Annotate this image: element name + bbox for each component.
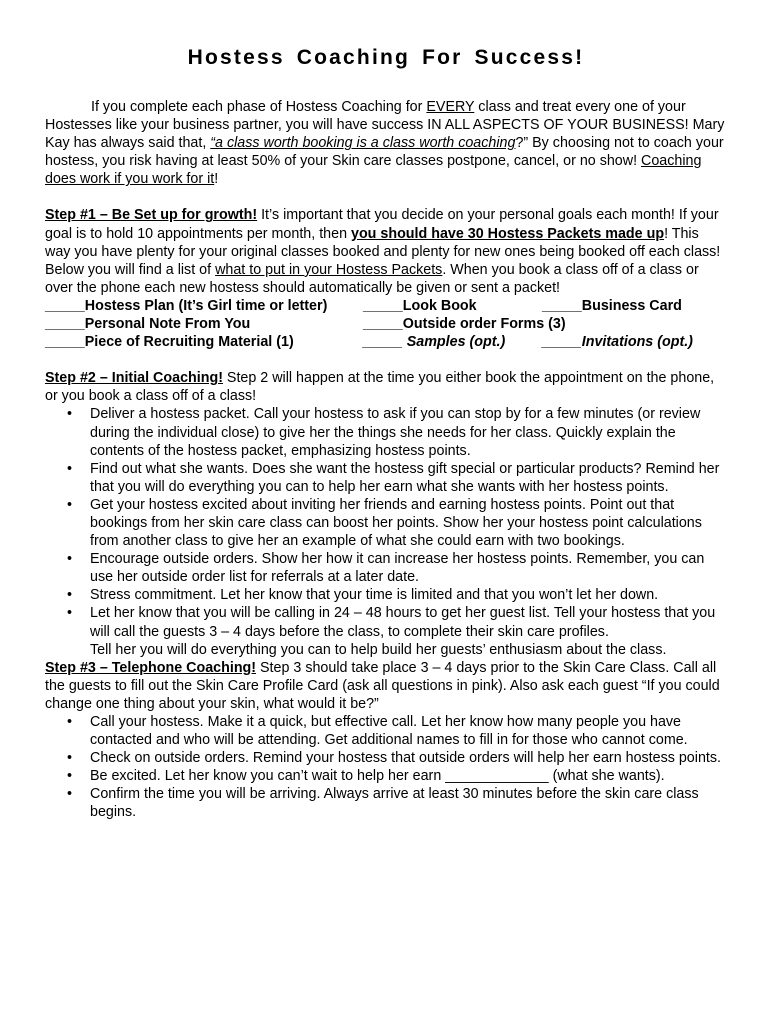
page-title: Hostess Coaching For Success!: [187, 46, 585, 69]
checklist-item: _____Business Card: [542, 297, 682, 314]
list-item: • Encourage outside orders. Show her how it can increase her hostess points. Remember, you can use her outside order list for referrals at a later date.: [45, 550, 727, 586]
intro-paragraph: [45, 98, 727, 188]
checklist-row: [45, 297, 727, 315]
intro-text-2: class and treat every one of your Hostesses like your business partner, you will have success IN ALL ASPECTS OF YOUR BUSINESS! Mary Kay has always said that,: [45, 99, 725, 152]
list-item: • Check on outside orders. Remind your hostess that outside orders will help her earn hostess points.: [45, 749, 727, 767]
intro-coaching: Coaching does work if you work for it: [45, 153, 702, 188]
intro-text-4: !: [214, 171, 219, 188]
checklist-item: _____ Samples (opt.): [363, 334, 506, 351]
document-body: [45, 98, 727, 822]
checklist-item: _____Piece of Recruiting Material (1): [45, 334, 294, 351]
list-item: • Get your hostess excited about inviting her friends and earning hostess points. Point out that bookings from her skin care class can boost her points. Show her your hostess point calculations from another class to give her an example of what she could earn with two bookings.: [45, 496, 727, 550]
checklist-row: [45, 333, 727, 351]
packet-checklist: [45, 297, 727, 351]
list-item: • Call your hostess. Make it a quick, but effective call. Let her know how many people you have contacted and who will be attending. Get additional names to fill in for those who cannot come.: [45, 713, 727, 749]
step1-paragraph: [45, 206, 727, 296]
checklist-item: _____Invitations (opt.): [542, 334, 693, 351]
step1-bold: you should have 30 Hostess Packets made up: [351, 225, 665, 242]
step2-paragraph: [45, 369, 727, 405]
checklist-item: _____Hostess Plan (It’s Girl time or letter): [45, 297, 328, 314]
list-item: • Stress commitment. Let her know that your time is limited and that you won’t let her down.: [45, 586, 727, 604]
intro-text-3: ?” By choosing not to coach your hostess, you risk having at least 50% of your Skin care classes postpone, cancel, or no show!: [45, 135, 724, 170]
step2-heading: Step #2 – Initial Coaching!: [45, 370, 223, 387]
checklist-item: _____Outside order Forms (3): [363, 316, 566, 333]
step1-link: what to put in your Hostess Packets: [215, 261, 443, 278]
list-item: • Let her know that you will be calling in 24 – 48 hours to get her guest list. Tell your hostess that you will call the guests 3 – 4 days before the class, to complete their skin care profiles.: [45, 604, 727, 640]
step2-list: [45, 405, 727, 640]
step3-text: Step 3 should take place 3 – 4 days prior to the Skin Care Class. Call all the guests to fill out the Skin Care Profile Card (ask all questions in pink). Also ask each guest “If you could change one thing about your skin, what would it be?”: [45, 659, 720, 712]
checklist-item: _____Look Book: [363, 297, 477, 314]
step3-list: [45, 713, 727, 822]
intro-every: EVERY: [426, 99, 475, 115]
intro-quote: “a class worth booking is a class worth coaching: [210, 135, 516, 152]
step1-text-3: . When you book a class off of a class or over the phone each new hostess should automatically be given or sent a packet!: [45, 261, 699, 296]
step2-text: Step 2 will happen at the time you either book the appointment on the phone, or you book a class off of a class!: [45, 370, 715, 405]
step2-tail: Tell her you will do everything you can to help build her guests’ enthusiasm about the class.: [90, 641, 667, 658]
list-item: • Deliver a hostess packet. Call your hostess to ask if you can stop by for a few minutes (or review during the individual close) to give her the things she needs for her class. Quickly explain the contents of the hostess packet, emphasizing hostess points.: [45, 405, 727, 459]
step3-paragraph: [45, 659, 727, 713]
step1-heading: Step #1 – Be Set up for growth!: [45, 207, 258, 224]
list-item: • Be excited. Let her know you can’t wait to help her earn _____________ (what she wants).: [45, 767, 727, 785]
step1-text-1: It’s important that you decide on your personal goals each month! If your goal is to hold 10 appointments per month, then: [45, 207, 719, 242]
list-item: • Find out what she wants. Does she want the hostess gift special or particular products? Remind her that you will do everything you can to help her earn what she wants with her hostess points.: [45, 460, 727, 496]
step1-text-2: ! This way you have plenty for your original classes booked and plenty for new ones being booked off each class! Below you will find a list of: [45, 225, 721, 278]
step3-heading: Step #3 – Telephone Coaching!: [45, 659, 257, 676]
checklist-row: [45, 315, 727, 333]
intro-text-1: If you complete each phase of Hostess Coaching for: [91, 99, 427, 115]
checklist-item: _____Personal Note From You: [45, 316, 251, 333]
list-item: • Confirm the time you will be arriving. Always arrive at least 30 minutes before the skin care class begins.: [45, 785, 727, 821]
